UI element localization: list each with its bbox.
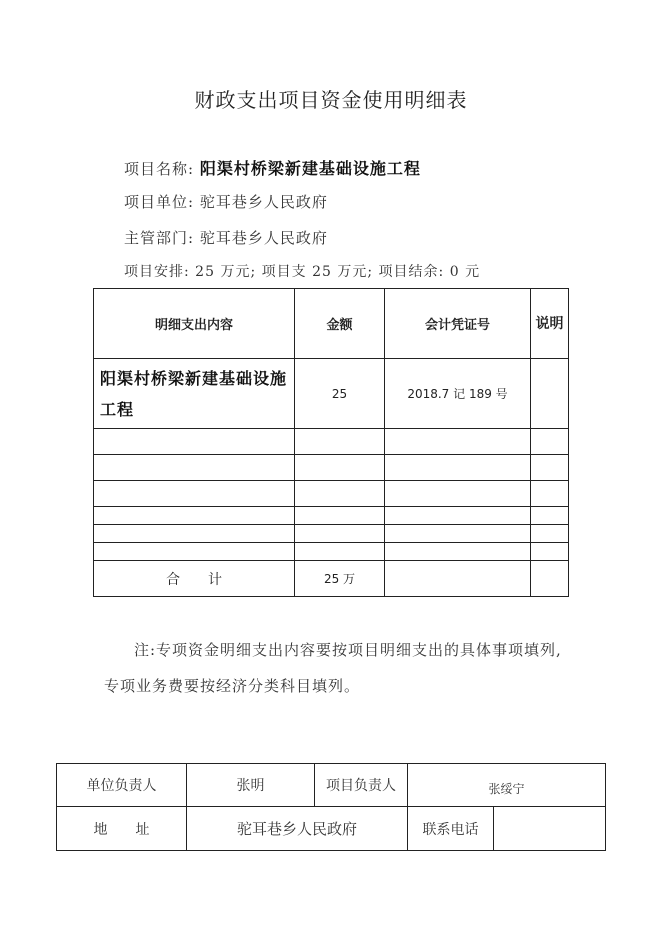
signature-row (57, 764, 606, 807)
dept-label: 主管部门: (124, 229, 195, 247)
table-row (94, 429, 569, 455)
spend-amount: 25 (312, 264, 332, 280)
unit-head-value: 张明 (187, 764, 315, 807)
table-row (94, 507, 569, 525)
signature-table (56, 763, 606, 851)
page-title: 财政支出项目资金使用明细表 (194, 88, 468, 112)
arrangement-line (124, 261, 480, 281)
table-row (94, 481, 569, 507)
row-content: 阳渠村桥梁新建基础设施工程 (94, 359, 295, 429)
balance-label: 项目结余: (378, 264, 445, 280)
row-note (531, 359, 569, 429)
project-name-line (124, 156, 421, 179)
footnote: 注:专项资金明细支出内容要按项目明细支出的具体事项填列,专项业务费要按经济分类科目填列。 (104, 641, 562, 695)
table-row (94, 455, 569, 481)
arrange-label: 项目安排: (124, 264, 190, 280)
table-row (94, 525, 569, 543)
address-value: 驼耳巷乡人民政府 (187, 807, 408, 851)
header-content: 明细支出内容 (94, 289, 295, 359)
arrange-amount: 25 (195, 264, 215, 280)
project-unit-line (124, 191, 328, 212)
project-name-label: 项目名称: (124, 160, 195, 178)
phone-label: 联系电话 (408, 807, 494, 851)
spend-unit: 万元; (337, 264, 374, 280)
table-header-row (94, 289, 569, 359)
project-head-label: 项目负责人 (315, 764, 408, 807)
total-amount: 25 万 (295, 561, 385, 597)
project-unit-label: 项目单位: (124, 193, 195, 211)
project-name-value: 阳渠村桥梁新建基础设施工程 (199, 159, 421, 178)
project-head-value: 张绥宁 (408, 764, 606, 807)
arrange-unit: 万元; (220, 264, 257, 280)
dept-value: 驼耳巷乡人民政府 (199, 229, 328, 247)
row-voucher: 2018.7 记 189 号 (385, 359, 531, 429)
balance-unit: 元 (465, 264, 481, 280)
expense-detail-table (93, 288, 569, 597)
row-amount: 25 (295, 359, 385, 429)
address-label: 地 址 (57, 807, 187, 851)
dept-line (124, 227, 328, 248)
header-amount: 金额 (295, 289, 385, 359)
project-unit-value: 驼耳巷乡人民政府 (199, 193, 328, 211)
address-row (57, 807, 606, 851)
total-label: 合 计 (94, 561, 295, 597)
unit-head-label: 单位负责人 (57, 764, 187, 807)
header-note: 说明 (531, 289, 569, 359)
total-row (94, 561, 569, 597)
phone-value (494, 807, 606, 851)
header-voucher: 会计凭证号 (385, 289, 531, 359)
spend-label: 项目支 (261, 264, 307, 280)
table-row (94, 543, 569, 561)
table-row (94, 359, 569, 429)
balance-amount: 0 (449, 264, 460, 280)
